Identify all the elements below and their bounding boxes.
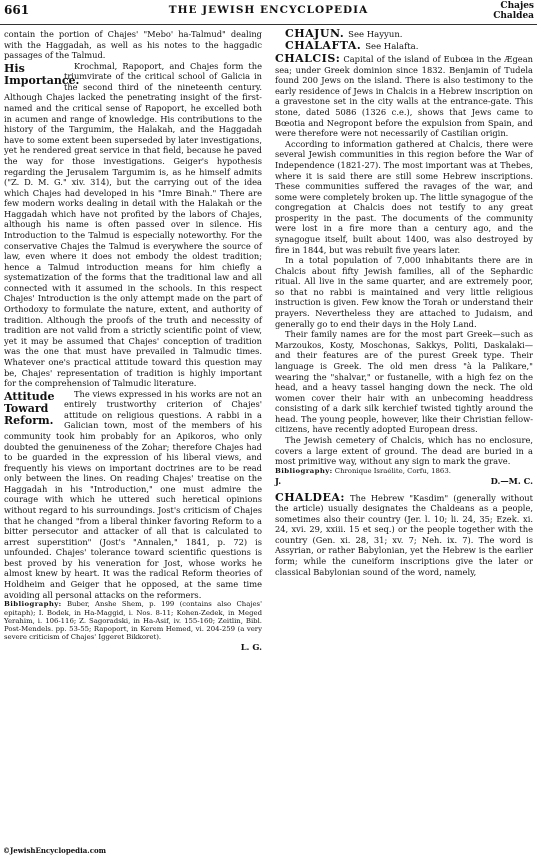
paragraph (275, 54, 533, 139)
paragraph-text: Krochmal, Rapoport, and Chajes form the triumvirate of the critical school of Galicia in the second third of the nineteenth century. Although Chajes lacked the penetrating insight of the first-named and the critical sense of Rapoport, he excelled both in acumen and range of knowledge. His contributions to the history of the Targumim, the Halakah, and the Haggadah have to some extent been superseded by later investigations, yet he rendered great service in that field, because he paved the way for those investigations. Geiger's hypothesis regarding the Jerusalem Targumim is, as he himself admits ("Z. D. M. G." xiv. 314), but the carrying out of the idea which Chajes had developed in his "Imre Binah." There are few modern works dealing in detail with the Halakah or the Haggadah which have not profited by the labors of Chajes, although his name is often passed over in silence. His Introduction to the Talmud is especially noteworthy. For the conservative Chajes the Talmud is everywhere the source of law, even where it does not embody the oldest tradition; hence a Talmud introduction means for him chiefly a systematization of the forms that the traditional law and all connected with it assumed in the schools. In this respect Chajes' Introduction is the only attempt made on the part of Orthodoxy to formulate the nature, extent, and authority of tradition. Although the proofs of the truth and necessity of tradition are not valid from a strictly scientific point of view, yet it may be assumed that Chajes' conception of tradition was the one that must have prevailed in Talmudic times. Whatever one's practical attitude toward this question may be, Chajes' representation of tradition is highly important for the comprehension of Talmudic literature. (4, 60, 262, 389)
entry-heading-chaldea: CHALDEA: (275, 490, 345, 504)
author-signature: L. G. (240, 641, 262, 652)
signature-right: D.—M. C. (490, 476, 533, 486)
paragraph: Their family names are for the most part Greek—such as Marzoukos, Kosty, Moschonas, Sakkys, Politi, Daskalaki—and their features are of the purest Greek type. Their language is Greek. The old men dress "à la Palikare," wearing the "shalvar," or fustanelle, with a high fez on the head, and a heavy tassel hanging down the neck. The old women cover their hair with an unbecoming headdress consisting of a dark silk kerchief twisted tightly around the head. The young people, however, like their Christian fellow-citizens, have recently adopted European dress. (275, 329, 533, 435)
running-title: THE JEWISH ENCYCLOPEDIA (168, 4, 369, 16)
side-heading-reform: Attitude Toward Reform. (4, 389, 55, 427)
bibliography-text: Chronique Israélite, Corfu, 1863. (334, 466, 451, 475)
paragraph: According to information gathered at Chalcis, there were several Jewish communities in this region before the War of Independence (1821-27). The most important was at Thebes, where it is said there are still some Hebrew inscriptions. These communities suffered the ravages of the war, and some were completely broken up. The little synagogue of the congregation at Chalcis does not testify to any great prosperity in the past. The documents of the community were lost in a fire more than a century ago, and the synagogue itself, built about 1400, was also destroyed by fire in 1844, but was rebuilt five years later. (275, 138, 533, 255)
entry-heading: CHALAFTA. (285, 38, 362, 52)
author-signature (275, 476, 533, 487)
paragraph: In a total population of 7,000 inhabitants there are in Chalcis about fifty Jewish families, all of the Sephardic ritual. All live in the same quarter, and are extremely poor, so that no rabbi is maintained and very little religious instruction is given. Few know the Torah or understand their prayers. Nevertheless they are attached to Judaism, and generally go to end their days in the Holy Land. (275, 255, 533, 329)
guide-word-last: Chaldea (493, 11, 534, 21)
copyright-footer: ©JewishEncyclopedia.com (3, 846, 107, 855)
side-heading-importance: His Importance. (4, 61, 80, 87)
bibliography (4, 600, 262, 641)
signature-left: J. (275, 476, 282, 486)
right-column (275, 29, 533, 577)
guide-words (493, 1, 534, 21)
bibliography-label: Bibliography: (4, 600, 62, 609)
guide-word-first: Chajes (500, 1, 534, 11)
bibliography (275, 467, 533, 475)
cross-reference-chalafta (275, 38, 533, 53)
page-header (0, 0, 537, 25)
left-column (4, 29, 262, 652)
paragraph: The Jewish cemetery of Chalcis, which has no enclosure, covers a large extent of ground. The dead are buried in a most primitive way, without any sign to mark the grave. (275, 434, 533, 467)
paragraph (275, 490, 533, 578)
paragraph (4, 61, 262, 389)
page-number: 661 (4, 3, 30, 17)
bibliography-text: Buber, Anshe Shem, p. 199 (contains also Chajes' epitaph); I. Bodek, in Ha-Maggid, i. Nos. 8-11; Kohen-Zedek, in Meged Yerahim, i. 106-116; Z. Sagoradski, in Ha-Asif, iv. 155-160; Zeitlin, Bibl. Post-Mendels. pp. 53-55; Rapoport, in Kerem Hemed, vi. 204-259 (a very severe criticism of Chajes' Iggeret Bikkoret). (4, 600, 262, 642)
entry-heading: CHAJUN. (285, 27, 345, 40)
paragraph-text: The views expressed in his works are not an entirely trustworthy criterion of Chajes' attitude on religious questions. A rabbi in a Galician town, most of the members of his community took him probably for an Apikoros, who only doubted the genuineness of the Zohar; therefore Chajes had to be guarded in the expression of his liberal views, and frequently his views on important doctrines are to be read only between the lines. On reading Chajes' treatise on the Haggadah in his "Introduction," one must admire the courage with which he uttered such heretical opinions without regard to his surroundings. Jost's criticism of Chajes that he changed "from a liberal thinker favoring Reform to a bitter persecutor and attacker of all that is calculated to arrest superstition" (Jost's "Annalen," 1841, p. 72) is unfounded. Chajes' tolerance toward scientific questions is best proved by his veneration for Jost, whose works he almost knew by heart. It was the radical Reform theories of Holdheim and Geiger that he opposed, at the same time avoiding all personal attacks on the reformers. (4, 388, 262, 600)
bibliography-label: Bibliography: (275, 466, 333, 475)
paragraph-text: Capital of the island of Eubœa in the Ægean sea; under Greek dominion since 1832. Benjamin of Tudela found 200 Jews on the island. There is also testimony to the early residence of Jews in Chalcis in a Hebrew inscription on a gravestone set in the city walls at the entrance-gate. This stone, dated 5086 (1326 c.e.), shows that Jews came to Bœotia and Negropont before the expulsion from Spain, and were therefore were not necessarily of Castilian origin. (275, 54, 533, 139)
paragraph-text: The Hebrew "Kasdim" (generally without the article) usually designates the Chaldeans as a people, sometimes also their country (Jer. l. 10; li. 24, 35; Ezek. xi. 24, xvi. 29, xxiii. 15 et seq.) or the people together with the country (Gen. xi. 28, 31; xv. 7; Neh. ix. 7). The word is Assyrian, or rather Babylonian, yet the Hebrew is the earlier form; while the cuneiform inscriptions give the later or classical Babylonian sound of the word, namely, (275, 492, 533, 577)
paragraph (4, 389, 262, 601)
paragraph: contain the portion of Chajes' "Mebo' ha-Talmud" dealing with the Haggadah, as well as his notes to the haggadic passages of the Talmud. (4, 29, 262, 61)
entry-heading-chalcis: CHALCIS: (275, 52, 341, 66)
cross-reference-text: See Hayyun. (348, 30, 403, 40)
cross-reference-text: See Halafta. (365, 41, 419, 52)
